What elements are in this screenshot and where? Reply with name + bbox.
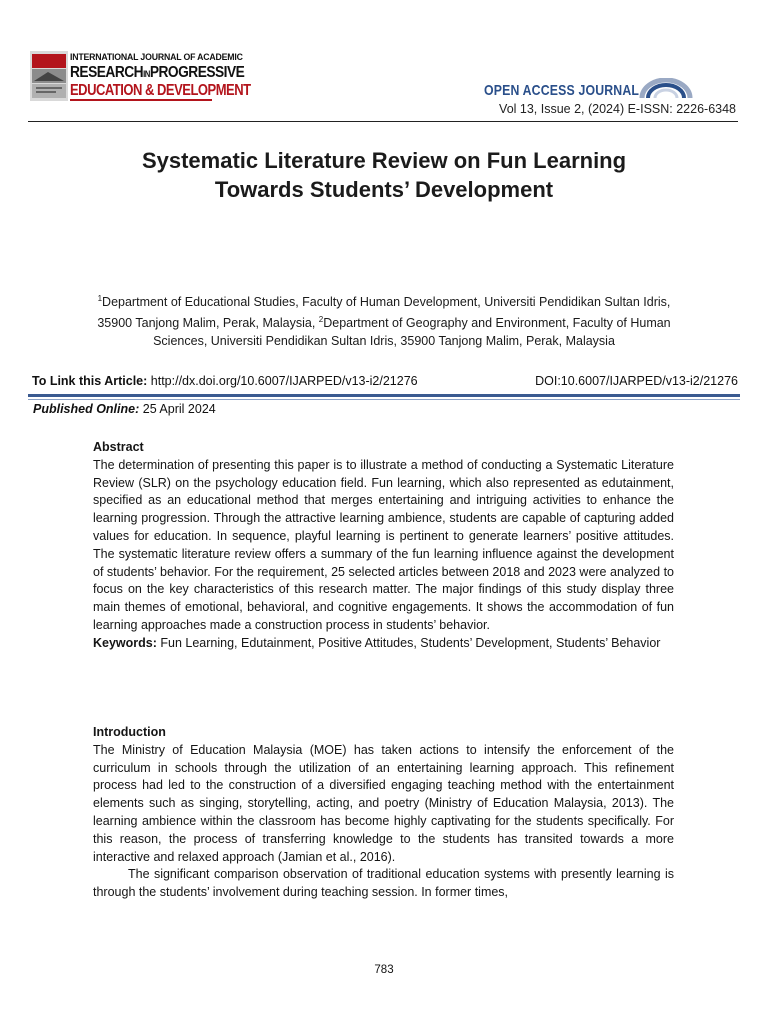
journal-name-in: IN <box>143 69 150 79</box>
journal-name-line1: INTERNATIONAL JOURNAL OF ACADEMIC <box>70 52 243 63</box>
doi-rule-thin <box>28 399 740 400</box>
open-access-icon <box>638 78 694 100</box>
article-link-label: To Link this Article: <box>32 374 148 388</box>
journal-name-progressive: PROGRESSIVE <box>149 64 245 81</box>
abstract-heading: Abstract <box>93 440 144 454</box>
affiliation-1: Department of Educational Studies, Faculty of Human Development, Universiti Pendidikan Sultan Idris, 35900 Tanjong Malim, Perak, Malaysia, <box>97 295 671 331</box>
journal-name-research: RESEARCH <box>70 64 144 81</box>
keywords-label: Keywords: <box>93 635 157 650</box>
introduction-heading: Introduction <box>93 725 166 739</box>
published-label: Published Online: <box>33 402 140 416</box>
header-rule <box>28 121 738 122</box>
open-access-label: OPEN ACCESS JOURNAL <box>484 82 640 99</box>
introduction-section <box>93 724 674 902</box>
affiliation-2: Department of Geography and Environment, Faculty of Human Sciences, Universiti Pendidikan Sultan Idris, 35900 Tanjong Malim, Perak, Malaysia <box>153 316 671 349</box>
author-affiliation <box>90 290 678 350</box>
published-online <box>33 402 216 416</box>
journal-logo <box>30 51 251 101</box>
published-date: 25 April 2024 <box>142 402 216 416</box>
page-number: 783 <box>374 964 394 976</box>
issue-info: Vol 13, Issue 2, (2024) E-ISSN: 2226-6348 <box>499 102 736 116</box>
doi-text: DOI:10.6007/IJARPED/v13-i2/21276 <box>535 374 738 388</box>
doi-rule-thick <box>28 394 740 397</box>
keywords <box>93 635 674 653</box>
paper-title-line2: Towards Students’ Development <box>214 177 554 202</box>
paper-title <box>60 146 708 204</box>
introduction-paragraph-1: The Ministry of Education Malaysia (MOE) has taken actions to intensify the enforcement of the curriculum in schools through the utilization of an entertaining learning approach. This refinement process had led to the construction of a diversified engaging teaching method with the entertainment elements such as singing, storytelling, acting, and poetry (Ministry of Education Malaysia, 2013). The learning ambience within the classroom has become highly captivating for the students specifically. For this reason, the process of transferring knowledge to the students has transited towards a more interactive and relaxed approach (Jamian et al., 2016). <box>93 742 674 864</box>
article-link[interactable]: http://dx.doi.org/10.6007/IJARPED/v13-i2/21276 <box>150 374 418 388</box>
keywords-text: Fun Learning, Edutainment, Positive Attitudes, Students’ Development, Students’ Behavior <box>160 635 661 650</box>
abstract-text: The determination of presenting this paper is to illustrate a method of conducting a Systematic Literature Review (SLR) on the psychology education field. Fun learning, which also represented as edutainment, specified as an educational method that merges entertaining and intriguing activities to enhance the learning progression. Through the attractive learning ambience, students are capable of capturing added values for education. In sequence, playful learning is pertinent to generate learners’ positive attitudes. The systematic literature review offers a summary of the fun learning influence against the development of students’ behavior. For the requirement, 25 selected articles between 2018 and 2023 were analyzed to focus on the key characteristics of this research matter. The major findings of this study display three main themes of emotional, behavioral, and cognitive engagements. It shows the accommodation of fun learning approaches made a construction process in students’ behavior. <box>93 457 674 632</box>
abstract-section <box>93 439 674 653</box>
affiliation-marker-1: 1 <box>97 294 103 303</box>
journal-name-line3: EDUCATION & DEVELOPMENT <box>70 82 251 99</box>
logo-divider <box>70 99 212 101</box>
paper-title-line1: Systematic Literature Review on Fun Learning <box>141 148 627 173</box>
journal-name-line2 <box>70 64 244 82</box>
journal-logo-graphic <box>30 51 68 101</box>
introduction-paragraph-2: The significant comparison observation of traditional education systems with presently learning is through the students’ involvement during teaching session. In former times, <box>93 867 674 900</box>
affiliation-marker-2: 2 <box>318 315 324 325</box>
